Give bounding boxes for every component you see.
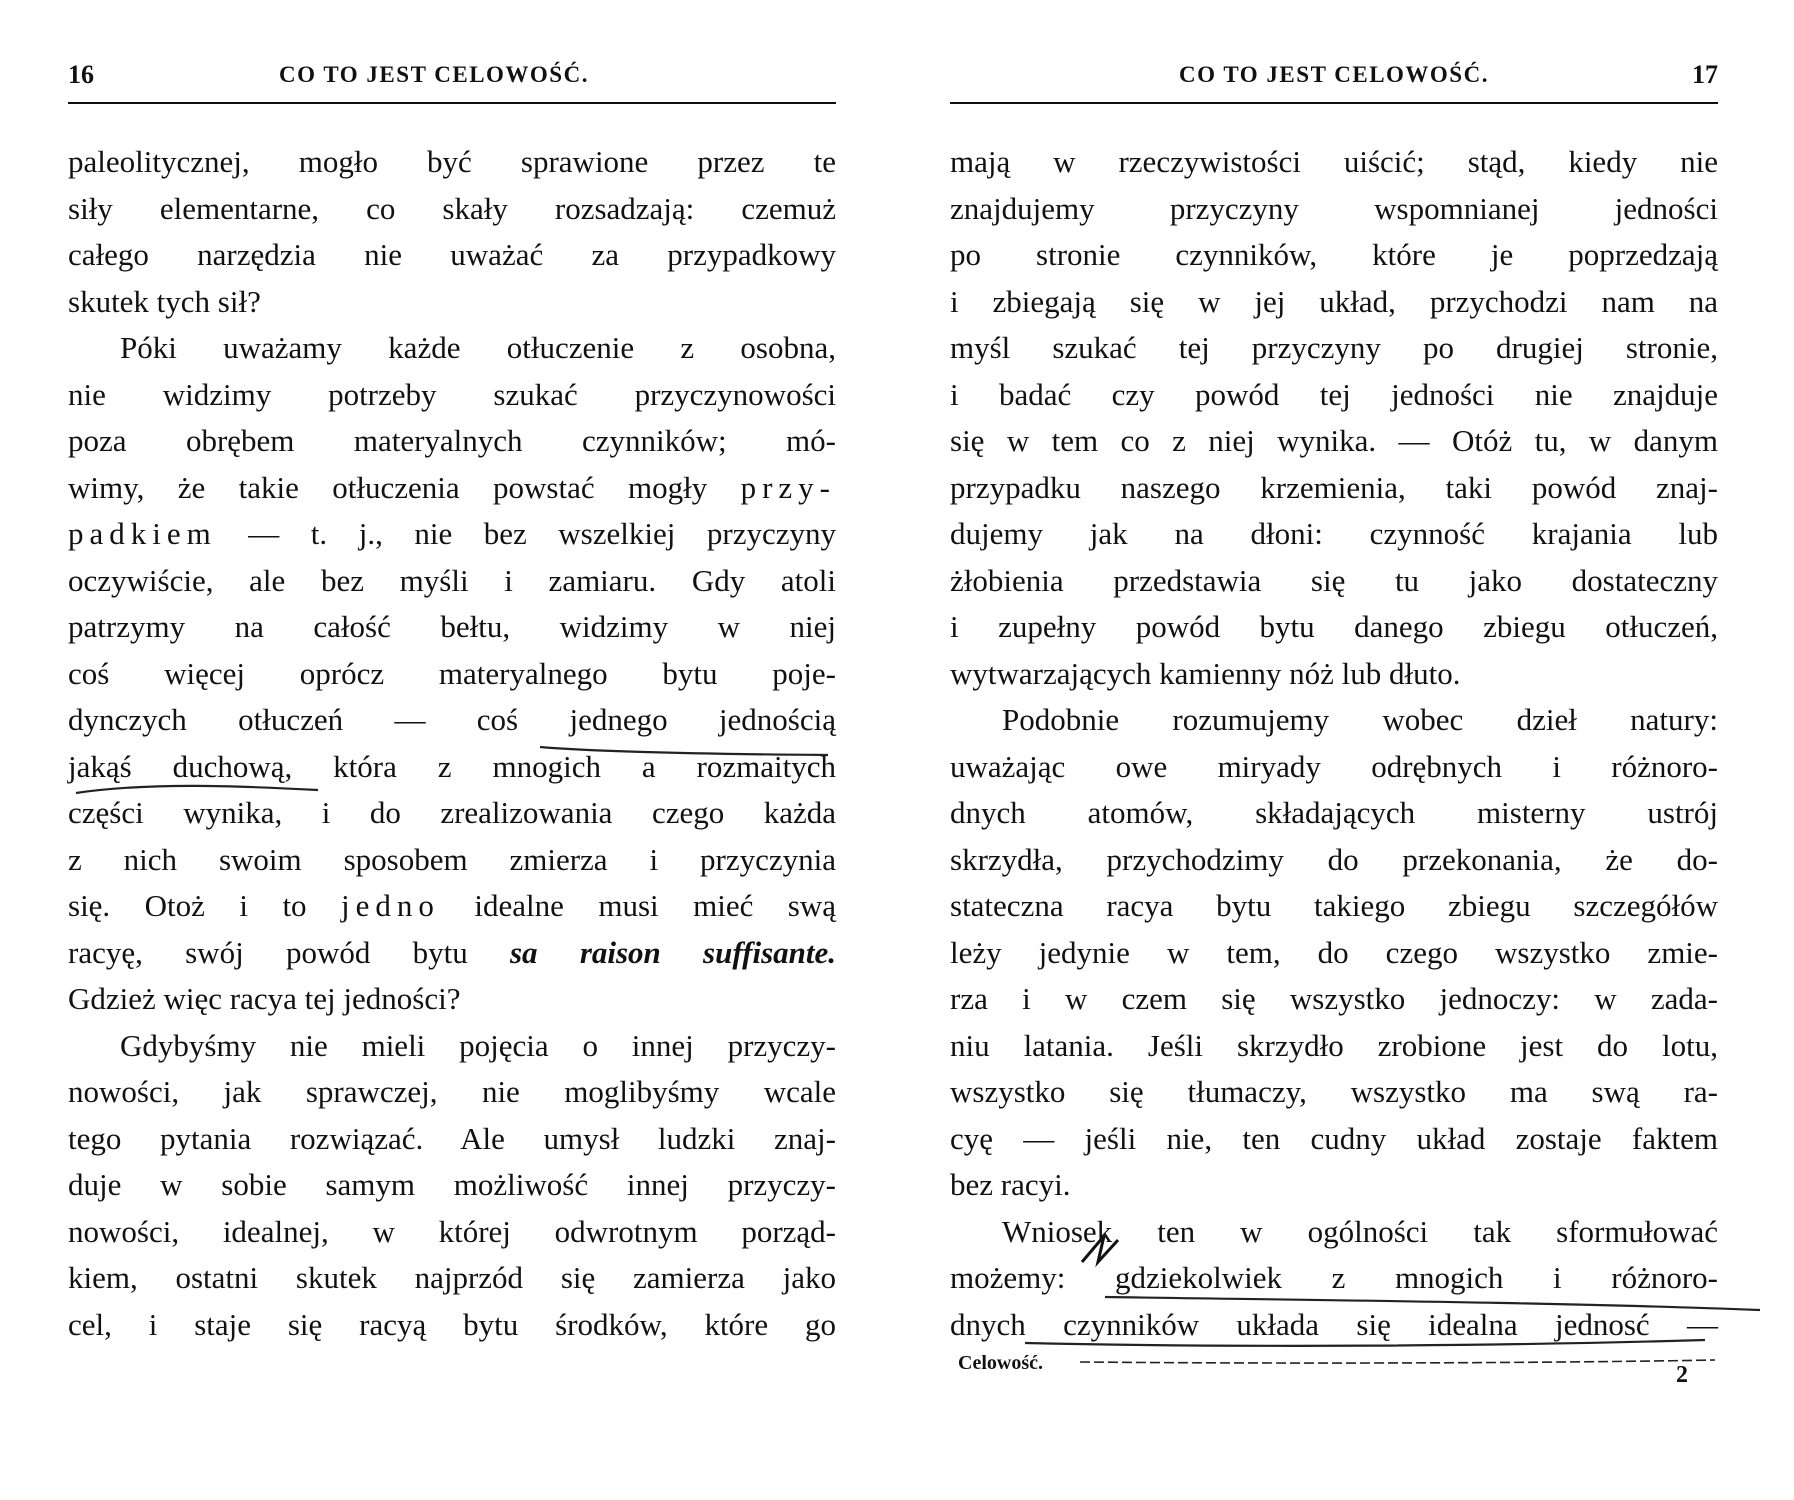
text-line: nowości, jak sprawczej, nie moglibyśmy wcale	[68, 1074, 836, 1109]
page-number: 17	[1692, 60, 1718, 89]
text-line: znajdujemy przyczyny wspomnianej jedności	[950, 190, 1718, 226]
left-page	[68, 0, 836, 1500]
text-line: tego pytania rozwiązać. Ale umysł ludzki znaj-	[68, 1120, 836, 1156]
text-line: coś więcej oprócz materyalnego bytu poje-	[68, 655, 836, 691]
text-line: patrzymy na całość bełtu, widzimy w niej	[68, 609, 836, 644]
text-line: padkiem — t. j., nie bez wszelkiej przyczyny	[68, 516, 836, 551]
sheet-number: 2	[1676, 1362, 1688, 1388]
spaced-emphasis: padkiem	[68, 516, 217, 551]
right-page	[950, 0, 1718, 1500]
text-line: Gdzież więc racya tej jedności?	[68, 981, 461, 1016]
text-line: kiem, ostatni skutek najprzód się zamierza jako	[68, 1260, 836, 1295]
text-line: Póki uważamy każde otłuczenie z osobna,	[120, 330, 836, 365]
text-line: cyę — jeśli nie, ten cudny układ zostaje faktem	[950, 1120, 1718, 1156]
text-line: wszystko się tłumaczy, wszystko ma swą ra-	[950, 1074, 1718, 1109]
text-line: wytwarzających kamienny nóż lub dłuto.	[950, 655, 1461, 691]
body-text	[950, 142, 1718, 1351]
running-title: CO TO JEST CELOWOŚĆ.	[1179, 62, 1489, 87]
text-line: Gdybyśmy nie mieli pojęcia o innej przyczy-	[120, 1027, 836, 1063]
text-line: Wniosek ten w ogólności tak sformułować	[1002, 1213, 1718, 1249]
text-line: bez racyi.	[950, 1167, 1071, 1202]
text-line: racyę, swój powód bytu sa raison suffisante.	[68, 934, 836, 970]
text-line: wimy, że takie otłuczenia powstać mogły przy-	[68, 469, 836, 505]
text-line: siły elementarne, co skały rozsadzają: czemuż	[68, 190, 836, 226]
text-line: i zupełny powód bytu danego zbiegu otłuczeń,	[950, 609, 1718, 644]
text-line: nowości, idealnej, w której odwrotnym porząd-	[68, 1213, 836, 1249]
text-line: się w tem co z niej wynika. — Otóż tu, w danym	[950, 423, 1718, 458]
text-line: oczywiście, ale bez myśli i zamiaru. Gdy atoli	[68, 562, 836, 598]
running-title: CO TO JEST CELOWOŚĆ.	[279, 62, 589, 87]
text-line: leży jedynie w tem, do czego wszystko zmie-	[950, 934, 1718, 970]
text-line: paleolitycznej, mogło być sprawione przez te	[68, 144, 836, 179]
running-head	[68, 60, 836, 94]
text-line: jakąś duchową, która z mnogich a rozmaitych	[68, 748, 836, 784]
text-line: żłobienia przedstawia się tu jako dostateczny	[950, 562, 1718, 598]
text-line: dynczych otłuczeń — coś jednego jednością	[68, 702, 836, 737]
page-number: 16	[68, 60, 94, 89]
text-line: nie widzimy potrzeby szukać przyczynowości	[68, 376, 836, 412]
running-head	[950, 60, 1718, 94]
text-line: z nich swoim sposobem zmierza i przyczynia	[68, 841, 836, 877]
text-line: i badać czy powód tej jedności nie znajduje	[950, 376, 1718, 412]
body-text	[68, 142, 836, 1351]
italic-emphasis: sa raison suffisante.	[509, 934, 836, 970]
text-line: Podobnie rozumujemy wobec dzieł natury:	[1002, 702, 1718, 737]
text-line: myśl szukać tej przyczyny po drugiej stronie,	[950, 330, 1718, 365]
text-line: mają w rzeczywistości uiścić; stąd, kiedy nie	[950, 144, 1718, 179]
text-line: poza obrębem materyalnych czynników; mó-	[68, 423, 836, 458]
text-line: skrzydła, przychodzimy do przekonania, że do-	[950, 841, 1718, 877]
text-line: skutek tych sił?	[68, 283, 261, 319]
text-line: stateczna racya bytu takiego zbiegu szczegółów	[950, 888, 1718, 923]
text-line: możemy: gdziekolwiek z mnogich i różnoro-	[950, 1260, 1718, 1295]
spaced-emphasis: przy-	[740, 469, 836, 505]
signature-mark: Celowość.	[958, 1352, 1043, 1374]
header-rule	[950, 102, 1718, 104]
text-line: przypadku naszego krzemienia, taki powód znaj-	[950, 469, 1718, 505]
text-line: po stronie czynników, które je poprzedzają	[950, 237, 1718, 272]
text-line: dujemy jak na dłoni: czynność krajania lub	[950, 516, 1718, 551]
header-rule	[68, 102, 836, 104]
spaced-emphasis: jedno	[341, 888, 440, 923]
text-line: uważając owe miryady odrębnych i różnoro-	[950, 748, 1718, 784]
text-line: duje w sobie samym możliwość innej przyczy-	[68, 1167, 836, 1202]
text-line: i zbiegają się w jej układ, przychodzi nam na	[950, 283, 1718, 319]
text-line: się. Otoż i to jedno idealne musi mieć swą	[68, 888, 837, 923]
text-line: całego narzędzia nie uważać za przypadkowy	[68, 237, 836, 272]
text-line: dnych czynników układa się idealna jednosć —	[950, 1306, 1718, 1342]
text-line: części wynika, i do zrealizowania czego każda	[68, 795, 836, 830]
text-line: rza i w czem się wszystko jednoczy: w zada-	[950, 981, 1718, 1016]
text-line: cel, i staje się racyą bytu środków, które go	[68, 1306, 836, 1342]
text-line: niu latania. Jeśli skrzydło zrobione jest do lotu,	[950, 1027, 1718, 1063]
text-line: dnych atomów, składających misterny ustrój	[950, 795, 1718, 830]
